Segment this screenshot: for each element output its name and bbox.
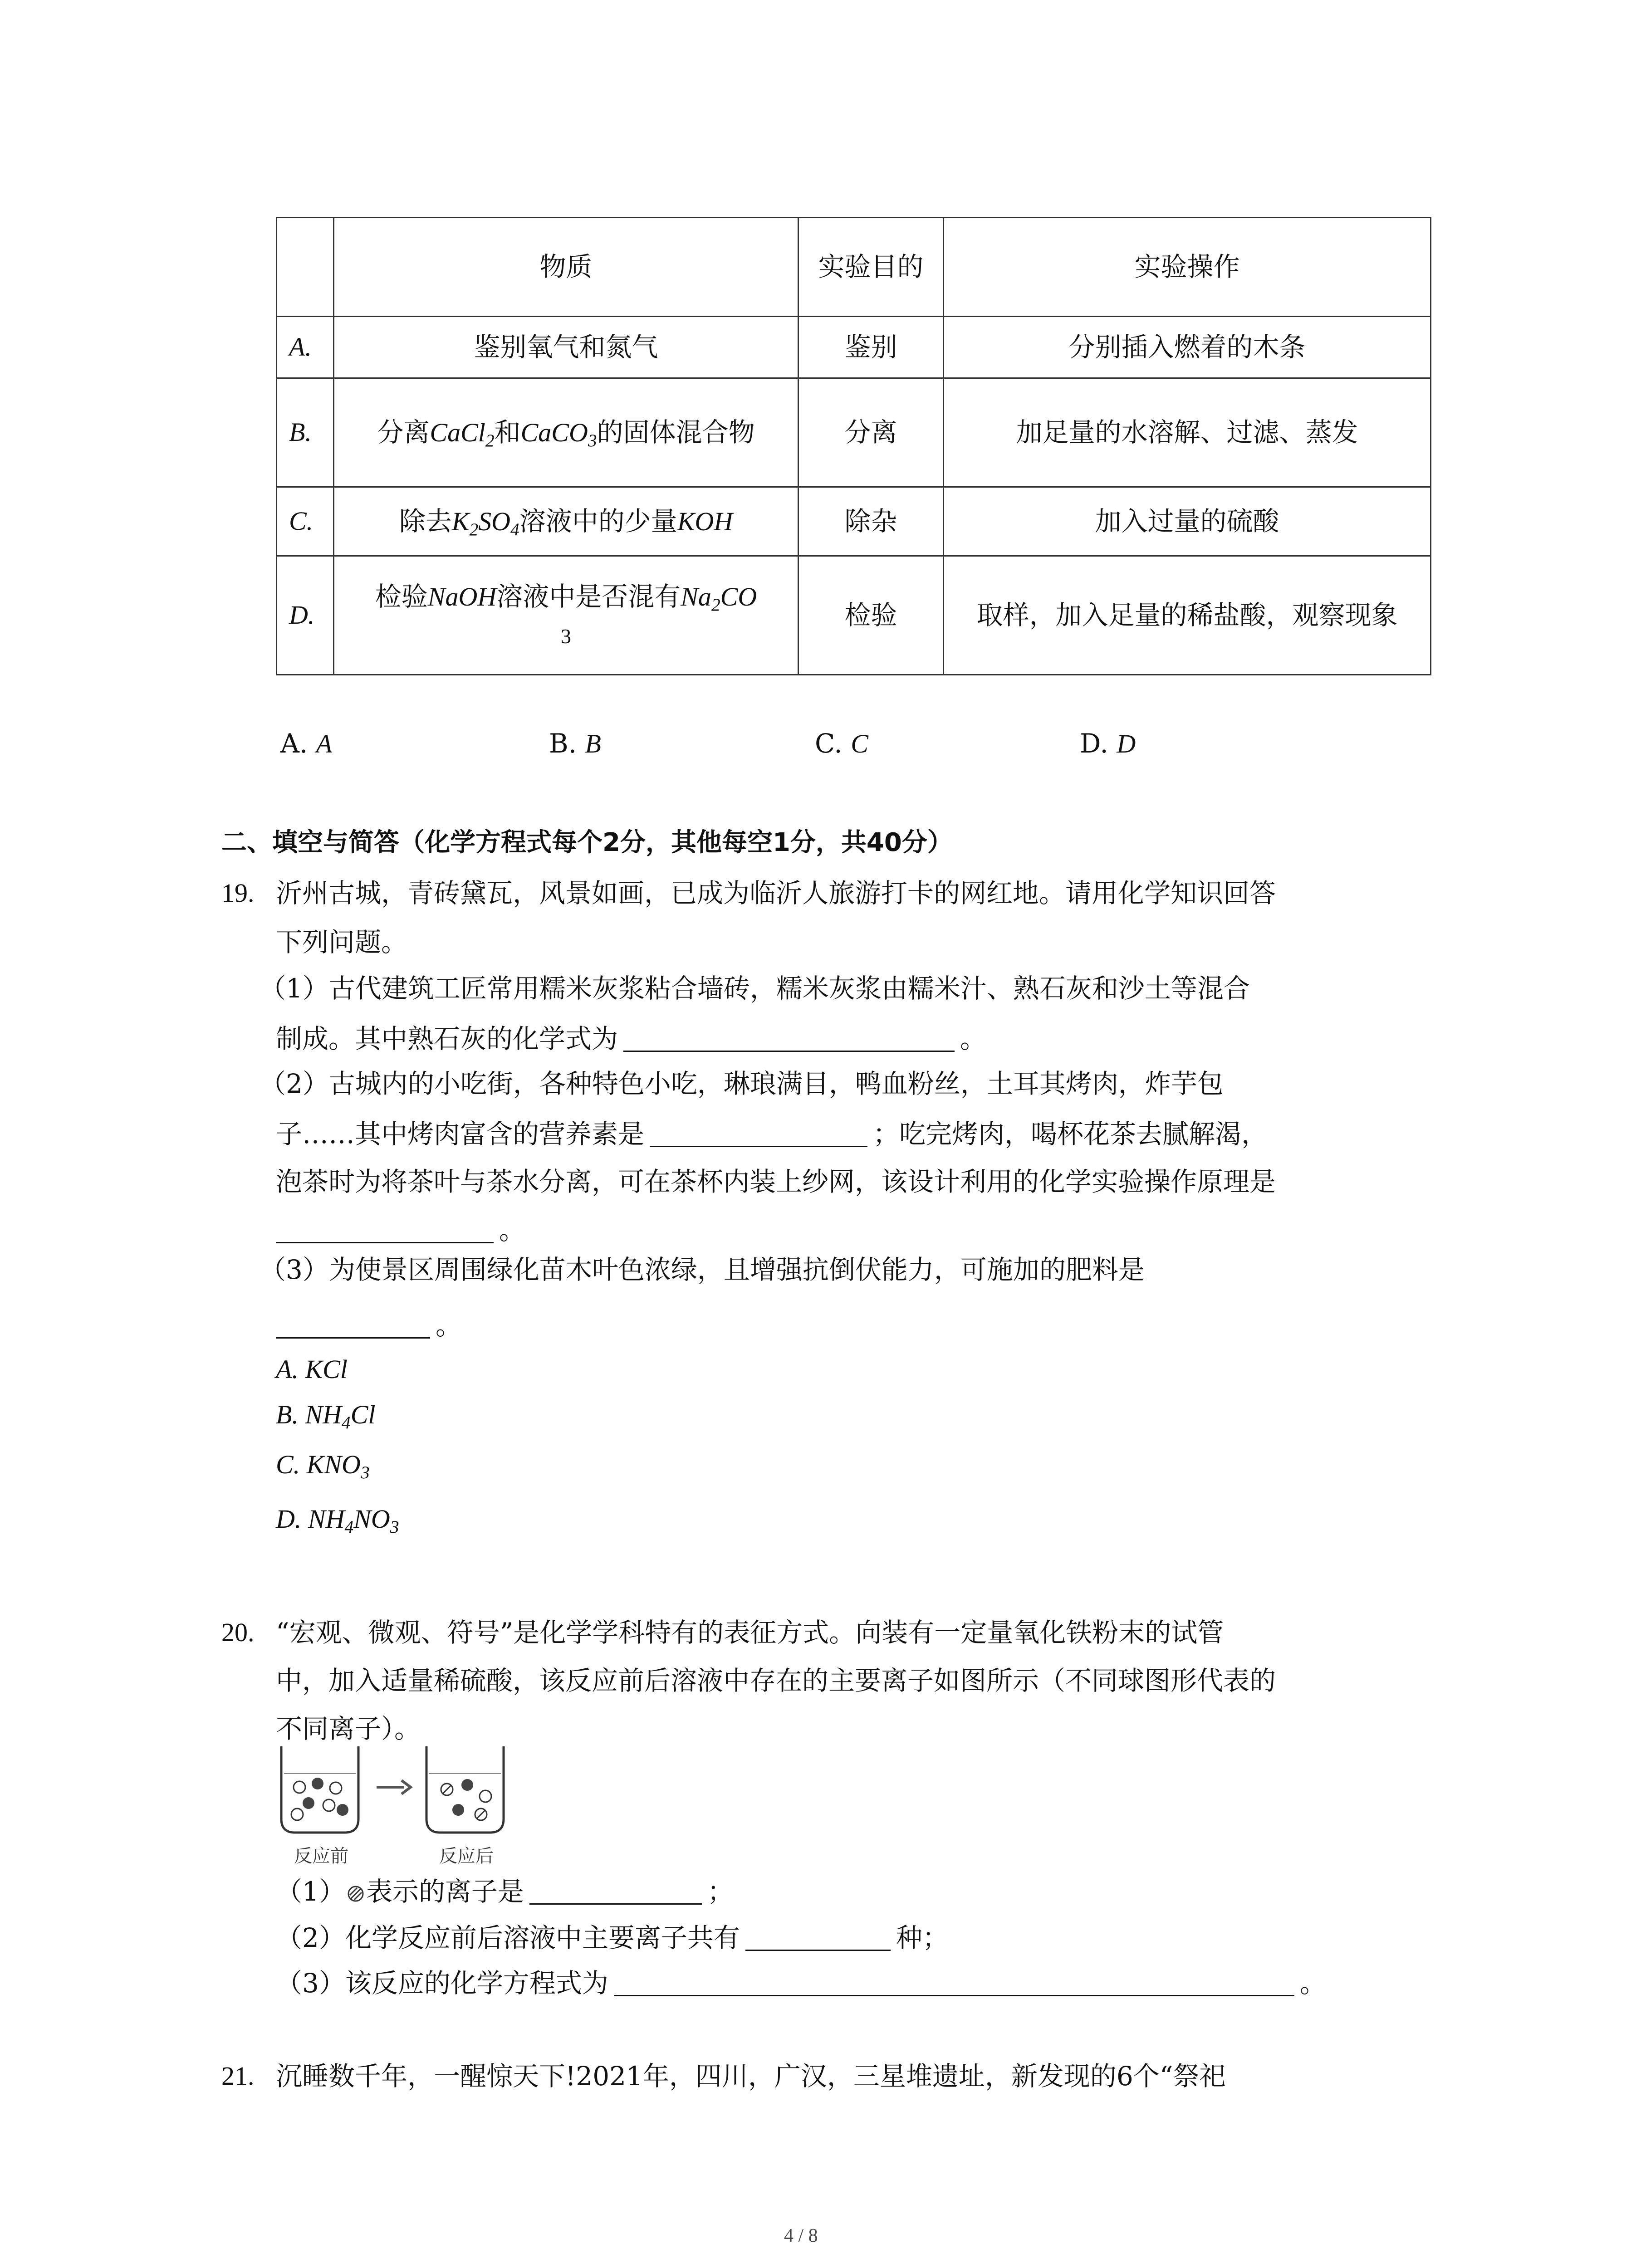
table-row	[277, 317, 1431, 378]
row-substance: 除去$K_2SO_4$溶液中的少量KOH	[334, 487, 798, 556]
table-header-operation: 实验操作	[944, 218, 1431, 317]
table-header-blank	[277, 218, 334, 317]
choice-a[interactable]: A. A	[280, 728, 333, 759]
ion-ball	[294, 1781, 305, 1793]
question-number: 20.	[221, 1618, 255, 1647]
row-operation: 取样，加入足量的稀盐酸，观察现象	[944, 556, 1431, 675]
q19-part3-line2: 。	[276, 1311, 462, 1339]
q19-part2-line4: 。	[276, 1216, 525, 1243]
row-label: B.	[277, 378, 334, 487]
caption-before: 反应前	[294, 1846, 348, 1867]
ion-ball	[452, 1804, 464, 1816]
q21-stem-line1: 沉睡数千年，一醒惊天下!2021年，四川，广汉，三星堆遗址，新发现的6个“祭祀	[276, 2061, 1226, 2092]
table-row	[277, 378, 1431, 487]
q19-option-c[interactable]: C. $KNO_3$	[276, 1450, 370, 1483]
q20-sub1: （1） 表示的离子是 ；	[276, 1876, 734, 1907]
q19-option-b[interactable]: B. $NH_4Cl$	[276, 1400, 376, 1433]
experiment-table	[276, 217, 1431, 675]
q20-stem-line3: 不同离子）。	[276, 1713, 421, 1744]
row-purpose: 分离	[798, 378, 944, 487]
row-operation: 加足量的水溶解、过滤、蒸发	[944, 378, 1431, 487]
table-row	[277, 487, 1431, 556]
q19-part1-line2: 制成。其中熟石灰的化学式为 。	[276, 1023, 987, 1054]
table-row	[277, 556, 1431, 675]
answer-blank[interactable]	[614, 1969, 1294, 1996]
row-label: D.	[277, 556, 334, 675]
choice-c[interactable]: C. C	[815, 728, 868, 759]
beaker-after	[426, 1746, 504, 1833]
page-number: 4 / 8	[784, 2225, 818, 2246]
answer-blank[interactable]	[650, 1119, 867, 1147]
table-header-row	[277, 218, 1431, 317]
ion-ball	[337, 1804, 348, 1816]
q19-part2-line3: 泡茶时为将茶叶与茶水分离，可在茶杯内装上纱网，该设计利用的化学实验操作原理是	[276, 1166, 1276, 1197]
table-header-substance: 物质	[334, 218, 798, 317]
striped-ion-icon	[345, 1883, 366, 1904]
ion-ball	[323, 1799, 335, 1811]
row-purpose: 检验	[798, 556, 944, 675]
q19-option-d[interactable]: D. $NH_4NO_3$	[276, 1504, 399, 1537]
table-header-purpose: 实验目的	[798, 218, 944, 317]
beaker-before	[281, 1746, 358, 1833]
ion-ball	[461, 1779, 473, 1791]
question-number: 21.	[221, 2061, 255, 2091]
row-purpose: 鉴别	[798, 317, 944, 378]
ion-ball	[480, 1790, 491, 1802]
answer-blank[interactable]	[623, 1024, 955, 1052]
row-operation: 加入过量的硫酸	[944, 487, 1431, 556]
row-substance: 鉴别氧气和氮气	[334, 317, 798, 378]
ion-ball	[291, 1809, 303, 1820]
row-operation: 分别插入燃着的木条	[944, 317, 1431, 378]
row-substance: 检验NaOH溶液中是否混有$Na_2CO$ 3	[334, 556, 798, 675]
choice-b[interactable]: B. B	[549, 728, 601, 759]
ion-ball	[330, 1782, 342, 1794]
q20-sub3: （3）该反应的化学方程式为 。	[276, 1968, 1326, 1999]
q19-part2-line1: （2）古城内的小吃街，各种特色小吃，琳琅满目，鸭血粉丝，土耳其烤肉，炸芋包	[260, 1068, 1224, 1099]
q19-part2-line2: 子……其中烤肉富含的营养素是 ；吃完烤肉，喝杯花茶去腻解渴，	[276, 1119, 1268, 1149]
ion-ball	[312, 1778, 323, 1789]
q19-part3-line1: （3）为使景区周围绿化苗木叶色浓绿，且增强抗倒伏能力，可施加的肥料是	[260, 1254, 1145, 1285]
q19-stem-line1: 沂州古城，青砖黛瓦，风景如画，已成为临沂人旅游打卡的网红地。请用化学知识回答	[276, 878, 1276, 909]
q19-option-a[interactable]: A. KCl	[276, 1354, 348, 1384]
caption-after: 反应后	[439, 1846, 494, 1867]
arrow-icon	[377, 1780, 411, 1794]
row-label: C.	[277, 487, 334, 556]
answer-blank[interactable]	[745, 1923, 891, 1951]
q20-stem-line2: 中，加入适量稀硫酸，该反应前后溶液中存在的主要离子如图所示（不同球图形代表的	[276, 1665, 1276, 1696]
answer-blank[interactable]	[276, 1216, 494, 1243]
q20-stem-line1: “宏观、微观、符号”是化学学科特有的表征方式。向装有一定量氧化铁粉末的试管	[276, 1617, 1224, 1648]
ion-ball	[303, 1797, 314, 1809]
choice-d[interactable]: D. D	[1080, 728, 1136, 759]
row-purpose: 除杂	[798, 487, 944, 556]
section-title: 二、填空与简答（化学方程式每个2分，其他每空1分，共40分）	[221, 828, 953, 857]
answer-blank[interactable]	[529, 1877, 702, 1905]
q19-stem-line2: 下列问题。	[276, 927, 408, 958]
q19-part1-line1: （1）古代建筑工匠常用糯米灰浆粘合墙砖，糯米灰浆由糯米汁、熟石灰和沙土等混合	[260, 973, 1250, 1004]
row-substance: 分离CaCl$_2$和CaCO$_3$的固体混合物	[334, 378, 798, 487]
question-number: 19.	[221, 878, 255, 908]
answer-blank[interactable]	[276, 1311, 430, 1339]
row-label: A.	[277, 317, 334, 378]
q20-sub2: （2）化学反应前后溶液中主要离子共有 种；	[276, 1922, 949, 1953]
